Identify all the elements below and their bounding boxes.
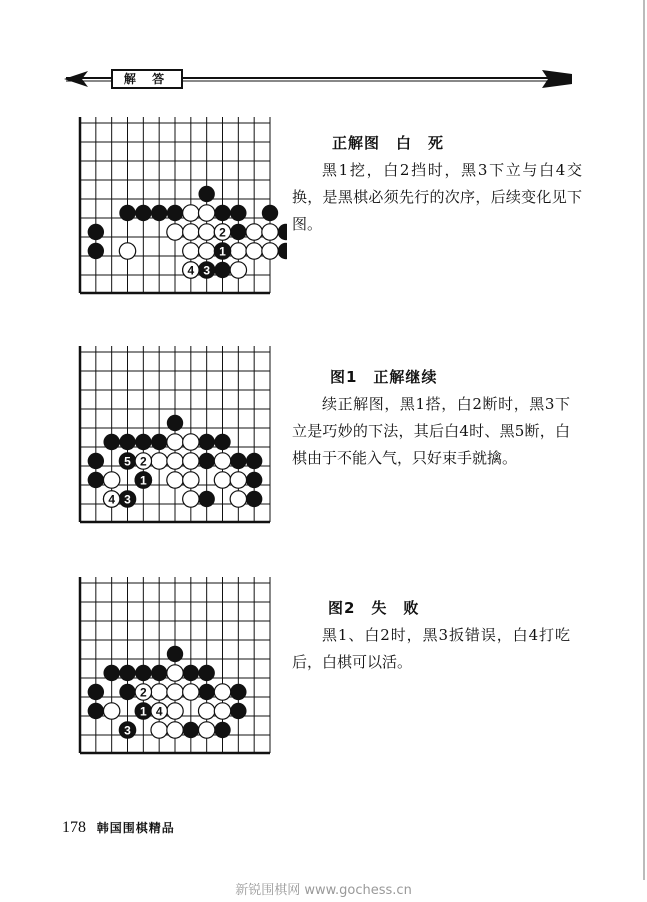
black-stone — [278, 243, 287, 259]
diagram-2-text — [292, 364, 570, 472]
watermark: 新锐围棋网 www.gochess.cn — [235, 883, 412, 898]
white-stone — [183, 243, 199, 259]
white-stone — [183, 472, 199, 488]
black-stone — [119, 434, 135, 450]
go-board-1 — [72, 117, 287, 302]
black-stone — [214, 262, 230, 278]
white-stone — [167, 224, 183, 240]
black-stone — [198, 186, 214, 202]
move-number: 1 — [219, 244, 226, 259]
black-stone — [198, 453, 214, 469]
white-stone — [198, 703, 214, 719]
white-stone — [214, 453, 230, 469]
black-stone — [88, 684, 104, 700]
book-title: 韩国围棋精品 — [96, 821, 175, 835]
black-stone — [183, 722, 199, 738]
move-number: 1 — [139, 704, 147, 719]
black-stone — [198, 684, 214, 700]
white-stone — [230, 491, 246, 507]
move-number: 3 — [124, 492, 131, 507]
go-board-2 — [72, 346, 287, 536]
white-stone — [198, 243, 214, 259]
black-stone — [88, 703, 104, 719]
diagram-3-title: 图2 失 败 — [328, 599, 420, 617]
black-stone — [198, 434, 214, 450]
diagram-3-paragraph: 黑1、白2时，黑3扳错误，白4打吃后，白棋可以活。 — [292, 626, 570, 671]
black-stone — [214, 722, 230, 738]
black-stone — [246, 472, 262, 488]
white-stone — [183, 205, 199, 221]
white-stone — [214, 703, 230, 719]
white-stone — [198, 722, 214, 738]
black-stone — [151, 665, 167, 681]
white-stone — [230, 472, 246, 488]
black-stone — [230, 453, 246, 469]
black-stone — [135, 205, 151, 221]
move-number: 4 — [187, 263, 195, 278]
black-stone — [151, 205, 167, 221]
black-stone — [119, 665, 135, 681]
black-stone — [135, 665, 151, 681]
black-stone — [198, 491, 214, 507]
section-header — [62, 62, 574, 96]
move-number: 3 — [124, 723, 131, 738]
page-number: 178 — [62, 819, 86, 836]
white-stone — [262, 224, 278, 240]
black-stone — [246, 453, 262, 469]
white-stone — [198, 205, 214, 221]
white-stone — [103, 472, 119, 488]
diagram-1-title: 正解图 白 死 — [332, 134, 445, 152]
diagram-1-text — [292, 130, 582, 238]
white-stone — [214, 472, 230, 488]
black-stone — [167, 415, 183, 431]
move-number: 4 — [108, 492, 116, 507]
black-stone — [88, 224, 104, 240]
white-stone — [151, 453, 167, 469]
black-stone — [119, 205, 135, 221]
white-stone — [262, 243, 278, 259]
white-stone — [119, 243, 135, 259]
black-stone — [246, 491, 262, 507]
black-stone — [278, 224, 287, 240]
black-stone — [88, 243, 104, 259]
black-stone — [103, 434, 119, 450]
white-stone — [167, 665, 183, 681]
black-stone — [119, 684, 135, 700]
black-stone — [230, 224, 246, 240]
white-stone — [167, 703, 183, 719]
white-stone — [151, 684, 167, 700]
diagram-1-paragraph: 黑1挖，白2挡时，黑3下立与白4交换，是黑棋必须先行的次序，后续变化见下图。 — [292, 161, 582, 233]
black-stone — [88, 453, 104, 469]
white-stone — [183, 434, 199, 450]
go-board-3 — [72, 577, 287, 767]
black-stone — [103, 665, 119, 681]
white-stone — [167, 722, 183, 738]
white-stone — [230, 262, 246, 278]
diagram-3-text — [292, 595, 570, 676]
diagram-2-title: 图1 正解继续 — [330, 368, 438, 386]
move-number: 2 — [219, 225, 226, 240]
move-number: 5 — [124, 454, 131, 469]
black-stone — [198, 665, 214, 681]
white-stone — [230, 243, 246, 259]
black-stone — [230, 684, 246, 700]
black-stone — [167, 646, 183, 662]
black-stone — [135, 434, 151, 450]
move-number: 1 — [139, 473, 147, 488]
white-stone — [198, 224, 214, 240]
white-stone — [214, 684, 230, 700]
move-number: 2 — [139, 685, 147, 700]
white-stone — [183, 224, 199, 240]
white-stone — [246, 224, 262, 240]
white-stone — [151, 722, 167, 738]
black-stone — [262, 205, 278, 221]
page-footer — [62, 818, 175, 837]
white-stone — [183, 684, 199, 700]
white-stone — [167, 684, 183, 700]
move-number: 4 — [155, 704, 163, 719]
white-stone — [167, 453, 183, 469]
black-stone — [151, 434, 167, 450]
black-stone — [230, 205, 246, 221]
white-stone — [183, 491, 199, 507]
black-stone — [230, 703, 246, 719]
white-stone — [167, 472, 183, 488]
header-label: 解 答 — [123, 72, 171, 86]
diagram-2-paragraph: 续正解图，黑1搭，白2断时，黑3下立是巧妙的下法，其后白4时、黑5断，白棋由于不能入气，只好束手就擒。 — [292, 395, 570, 467]
black-stone — [167, 205, 183, 221]
white-stone — [167, 434, 183, 450]
white-stone — [246, 243, 262, 259]
move-number: 3 — [203, 263, 211, 278]
black-stone — [214, 434, 230, 450]
move-number: 2 — [139, 454, 147, 469]
white-stone — [183, 453, 199, 469]
black-stone — [88, 472, 104, 488]
black-stone — [183, 665, 199, 681]
white-stone — [103, 703, 119, 719]
black-stone — [214, 205, 230, 221]
